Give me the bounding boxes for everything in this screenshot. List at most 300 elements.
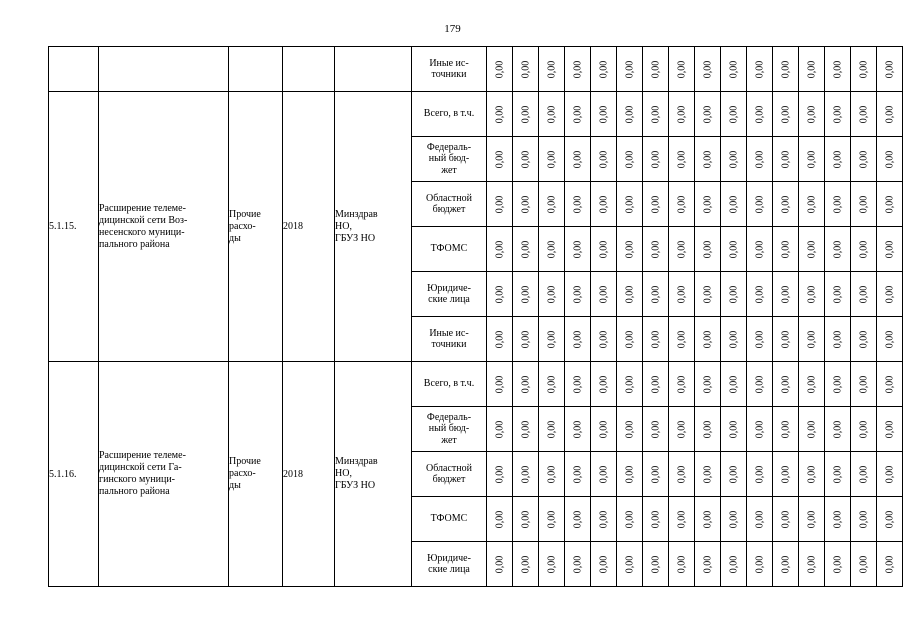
value-cell (695, 47, 721, 92)
measure-name (99, 92, 229, 362)
value-text: 0,00 (832, 420, 843, 438)
value-text: 0,00 (702, 60, 713, 78)
value-cell (877, 272, 903, 317)
value-text: 0,00 (754, 105, 765, 123)
value-cell (565, 407, 591, 452)
value-cell (487, 47, 513, 92)
value-cell (539, 317, 565, 362)
value-text: 0,00 (728, 150, 739, 168)
value-text: 0,00 (884, 105, 895, 123)
value-cell (591, 47, 617, 92)
value-text: 0,00 (702, 105, 713, 123)
value-cell (643, 47, 669, 92)
value-text: 0,00 (858, 150, 869, 168)
budget-table (48, 46, 903, 587)
value-text: 0,00 (650, 240, 661, 258)
value-cell (565, 92, 591, 137)
measure-name-line: пального района (99, 238, 170, 250)
value-text: 0,00 (598, 330, 609, 348)
value-cell (591, 407, 617, 452)
value-text: 0,00 (676, 555, 687, 573)
value-text: 0,00 (754, 285, 765, 303)
funding-source-line: Юридиче- (427, 282, 471, 294)
value-cell (539, 497, 565, 542)
value-cell (669, 452, 695, 497)
value-cell (773, 92, 799, 137)
value-text: 0,00 (702, 240, 713, 258)
value-text: 0,00 (858, 375, 869, 393)
value-text: 0,00 (676, 105, 687, 123)
value-text: 0,00 (754, 420, 765, 438)
value-text: 0,00 (650, 285, 661, 303)
value-text: 0,00 (572, 510, 583, 528)
value-text: 0,00 (884, 60, 895, 78)
value-cell (487, 497, 513, 542)
value-cell (643, 452, 669, 497)
value-cell (877, 92, 903, 137)
value-text: 0,00 (702, 420, 713, 438)
value-cell (695, 92, 721, 137)
value-cell (487, 92, 513, 137)
value-cell (617, 497, 643, 542)
value-cell (487, 542, 513, 587)
value-text: 0,00 (754, 510, 765, 528)
expense-type (229, 362, 283, 587)
value-cell (773, 317, 799, 362)
funding-source-line: жет (441, 164, 457, 176)
value-cell (695, 497, 721, 542)
value-text: 0,00 (728, 285, 739, 303)
value-text: 0,00 (598, 465, 609, 483)
value-cell (721, 362, 747, 407)
value-text: 0,00 (546, 330, 557, 348)
value-cell (799, 92, 825, 137)
value-text: 0,00 (676, 285, 687, 303)
value-cell (747, 137, 773, 182)
value-cell (643, 362, 669, 407)
value-text: 0,00 (832, 150, 843, 168)
funding-source (412, 362, 487, 407)
value-cell (643, 182, 669, 227)
value-cell (487, 317, 513, 362)
value-cell (851, 497, 877, 542)
value-text: 0,00 (494, 240, 505, 258)
value-text: 0,00 (728, 510, 739, 528)
value-text: 0,00 (598, 510, 609, 528)
value-cell (851, 272, 877, 317)
value-cell (487, 137, 513, 182)
measure-name-line: дицинской сети Га- (99, 462, 182, 473)
value-text: 0,00 (806, 195, 817, 213)
value-cell (539, 92, 565, 137)
value-cell (565, 47, 591, 92)
expense-type (229, 92, 283, 362)
value-text: 0,00 (806, 510, 817, 528)
value-text: 0,00 (806, 285, 817, 303)
value-cell (799, 542, 825, 587)
value-text: 0,00 (598, 150, 609, 168)
value-text: 0,00 (702, 375, 713, 393)
funding-source-line: Областной (425, 462, 472, 474)
value-text: 0,00 (598, 60, 609, 78)
value-cell (513, 227, 539, 272)
value-cell (591, 137, 617, 182)
value-text: 0,00 (832, 105, 843, 123)
executor (335, 92, 412, 362)
value-cell (513, 272, 539, 317)
value-text: 0,00 (858, 195, 869, 213)
value-cell (773, 47, 799, 92)
value-cell (513, 317, 539, 362)
value-cell (591, 272, 617, 317)
value-text: 0,00 (702, 555, 713, 573)
funding-source-line: бюджет (432, 204, 466, 215)
value-cell (825, 182, 851, 227)
value-cell (617, 542, 643, 587)
value-cell (513, 92, 539, 137)
value-cell (669, 182, 695, 227)
value-cell (669, 542, 695, 587)
funding-source (412, 272, 487, 317)
funding-source (412, 542, 487, 587)
value-cell (669, 47, 695, 92)
funding-source-line: бюджет (432, 474, 466, 485)
value-text: 0,00 (884, 375, 895, 393)
funding-source-line: Иные ис- (429, 57, 469, 69)
value-cell (513, 542, 539, 587)
value-text: 0,00 (832, 195, 843, 213)
funding-source-line: Всего, в т.ч. (423, 108, 475, 120)
value-cell (591, 182, 617, 227)
value-text: 0,00 (546, 375, 557, 393)
year: 2018 (283, 362, 335, 587)
value-text: 0,00 (806, 465, 817, 483)
value-text: 0,00 (676, 240, 687, 258)
funding-source-line: ТФОМС (430, 243, 468, 255)
value-cell (773, 452, 799, 497)
value-cell (799, 182, 825, 227)
value-cell (695, 137, 721, 182)
value-text: 0,00 (520, 285, 531, 303)
value-text: 0,00 (572, 420, 583, 438)
value-text: 0,00 (780, 375, 791, 393)
value-text: 0,00 (858, 285, 869, 303)
value-cell (851, 317, 877, 362)
value-text: 0,00 (546, 105, 557, 123)
value-cell (539, 182, 565, 227)
table-row (49, 362, 903, 407)
executor-line: Минздрав (335, 208, 378, 220)
value-cell (643, 497, 669, 542)
value-text: 0,00 (572, 555, 583, 573)
value-cell (721, 407, 747, 452)
measure-name-line: несенского муници- (99, 226, 185, 238)
value-text: 0,00 (598, 420, 609, 438)
value-text: 0,00 (650, 465, 661, 483)
funding-source-line: Областной (425, 192, 472, 204)
value-text: 0,00 (494, 555, 505, 573)
value-cell (773, 137, 799, 182)
value-text: 0,00 (780, 285, 791, 303)
executor-cell-empty (335, 47, 412, 92)
value-cell (721, 317, 747, 362)
executor-line: ГБУЗ НО (335, 480, 376, 491)
value-cell (799, 362, 825, 407)
value-cell (617, 182, 643, 227)
value-text: 0,00 (624, 105, 635, 123)
value-text: 0,00 (728, 420, 739, 438)
funding-source (412, 182, 487, 227)
value-text: 0,00 (884, 285, 895, 303)
value-cell (721, 452, 747, 497)
value-cell (617, 452, 643, 497)
value-cell (565, 317, 591, 362)
value-text: 0,00 (780, 330, 791, 348)
value-text: 0,00 (598, 285, 609, 303)
measure-name-line: Расширение телеме- (99, 450, 186, 461)
value-cell (513, 407, 539, 452)
value-text: 0,00 (598, 555, 609, 573)
value-text: 0,00 (728, 105, 739, 123)
value-cell (643, 92, 669, 137)
measure-name-line: дицинской сети Воз- (99, 214, 188, 226)
value-cell (721, 47, 747, 92)
value-text: 0,00 (832, 375, 843, 393)
value-cell (851, 362, 877, 407)
value-cell (799, 317, 825, 362)
value-text: 0,00 (676, 195, 687, 213)
value-text: 0,00 (780, 555, 791, 573)
value-cell (773, 272, 799, 317)
value-text: 0,00 (832, 60, 843, 78)
funding-source-line: точники (431, 69, 467, 80)
funding-source-line: ские лица (428, 564, 470, 575)
value-text: 0,00 (494, 465, 505, 483)
value-text: 0,00 (806, 420, 817, 438)
value-cell (617, 317, 643, 362)
value-text: 0,00 (520, 105, 531, 123)
value-cell (591, 542, 617, 587)
value-text: 0,00 (624, 465, 635, 483)
value-text: 0,00 (546, 510, 557, 528)
value-text: 0,00 (806, 105, 817, 123)
value-cell (669, 227, 695, 272)
num-cell-empty (49, 47, 99, 92)
funding-source (412, 92, 487, 137)
value-text: 0,00 (884, 240, 895, 258)
value-text: 0,00 (676, 510, 687, 528)
value-cell (747, 317, 773, 362)
value-cell (669, 272, 695, 317)
value-cell (825, 542, 851, 587)
value-cell (877, 497, 903, 542)
value-text: 0,00 (832, 285, 843, 303)
value-text: 0,00 (728, 465, 739, 483)
value-text: 0,00 (598, 375, 609, 393)
value-text: 0,00 (624, 510, 635, 528)
value-cell (747, 227, 773, 272)
value-text: 0,00 (780, 105, 791, 123)
value-text: 0,00 (702, 330, 713, 348)
value-text: 0,00 (494, 420, 505, 438)
value-cell (695, 407, 721, 452)
value-text: 0,00 (546, 285, 557, 303)
value-cell (825, 137, 851, 182)
value-text: 0,00 (884, 195, 895, 213)
value-text: 0,00 (806, 375, 817, 393)
value-text: 0,00 (858, 465, 869, 483)
value-text: 0,00 (546, 465, 557, 483)
value-text: 0,00 (494, 195, 505, 213)
value-cell (825, 362, 851, 407)
value-text: 0,00 (494, 105, 505, 123)
value-cell (695, 362, 721, 407)
value-text: 0,00 (832, 510, 843, 528)
value-cell (877, 317, 903, 362)
funding-source-line: Юридиче- (427, 552, 471, 564)
value-cell (851, 542, 877, 587)
value-cell (721, 182, 747, 227)
value-text: 0,00 (884, 465, 895, 483)
value-text: 0,00 (624, 375, 635, 393)
value-cell (695, 452, 721, 497)
funding-source (412, 407, 487, 452)
value-text: 0,00 (858, 60, 869, 78)
value-text: 0,00 (832, 330, 843, 348)
value-text: 0,00 (520, 510, 531, 528)
value-text: 0,00 (572, 465, 583, 483)
value-cell (617, 92, 643, 137)
value-text: 0,00 (754, 150, 765, 168)
executor-line: ГБУЗ НО (335, 232, 376, 244)
value-cell (851, 227, 877, 272)
value-cell (721, 227, 747, 272)
expense-type-line: ды (229, 480, 241, 491)
value-cell (747, 92, 773, 137)
value-text: 0,00 (572, 60, 583, 78)
value-text: 0,00 (598, 105, 609, 123)
value-text: 0,00 (494, 510, 505, 528)
value-text: 0,00 (624, 285, 635, 303)
value-text: 0,00 (780, 150, 791, 168)
value-cell (617, 47, 643, 92)
value-text: 0,00 (546, 150, 557, 168)
value-text: 0,00 (832, 465, 843, 483)
value-cell (747, 542, 773, 587)
value-text: 0,00 (650, 375, 661, 393)
value-text: 0,00 (494, 330, 505, 348)
value-cell (643, 227, 669, 272)
value-text: 0,00 (520, 375, 531, 393)
value-text: 0,00 (520, 195, 531, 213)
value-text: 0,00 (858, 555, 869, 573)
value-text: 0,00 (650, 105, 661, 123)
value-text: 0,00 (650, 555, 661, 573)
value-text: 0,00 (754, 330, 765, 348)
value-cell (695, 182, 721, 227)
value-text: 0,00 (676, 375, 687, 393)
value-cell (825, 497, 851, 542)
value-text: 0,00 (546, 420, 557, 438)
value-cell (539, 452, 565, 497)
value-cell (565, 227, 591, 272)
funding-source (412, 497, 487, 542)
value-text: 0,00 (858, 240, 869, 258)
item-number: 5.1.15. (49, 92, 99, 362)
value-cell (591, 497, 617, 542)
value-cell (877, 542, 903, 587)
value-text: 0,00 (832, 240, 843, 258)
name-cell-empty (99, 47, 229, 92)
value-text: 0,00 (780, 510, 791, 528)
value-text: 0,00 (624, 60, 635, 78)
value-text: 0,00 (572, 150, 583, 168)
value-cell (565, 137, 591, 182)
value-text: 0,00 (520, 240, 531, 258)
value-cell (513, 182, 539, 227)
value-cell (851, 452, 877, 497)
value-text: 0,00 (598, 240, 609, 258)
measure-name-line: пального района (99, 486, 170, 497)
value-cell (487, 227, 513, 272)
value-text: 0,00 (754, 375, 765, 393)
funding-source-line: Иные ис- (429, 327, 469, 339)
value-cell (565, 272, 591, 317)
value-cell (643, 407, 669, 452)
value-text: 0,00 (650, 330, 661, 348)
value-cell (695, 227, 721, 272)
value-text: 0,00 (598, 195, 609, 213)
value-cell (539, 227, 565, 272)
expense-type-line: Прочие (229, 456, 261, 467)
value-text: 0,00 (702, 195, 713, 213)
value-cell (669, 407, 695, 452)
funding-source-line: точники (431, 339, 467, 350)
value-cell (773, 542, 799, 587)
value-cell (877, 182, 903, 227)
value-text: 0,00 (572, 330, 583, 348)
value-text: 0,00 (650, 510, 661, 528)
value-text: 0,00 (806, 60, 817, 78)
value-text: 0,00 (728, 375, 739, 393)
value-cell (747, 182, 773, 227)
value-cell (799, 47, 825, 92)
value-text: 0,00 (728, 330, 739, 348)
table-row (49, 92, 903, 137)
value-text: 0,00 (624, 195, 635, 213)
value-cell (643, 272, 669, 317)
value-cell (851, 137, 877, 182)
measure-name-line: Расширение телеме- (99, 202, 186, 214)
value-cell (825, 407, 851, 452)
value-text: 0,00 (520, 420, 531, 438)
value-cell (877, 227, 903, 272)
value-cell (747, 407, 773, 452)
value-text: 0,00 (780, 195, 791, 213)
value-text: 0,00 (754, 555, 765, 573)
value-cell (539, 362, 565, 407)
funding-source-line: Всего, в т.ч. (423, 378, 475, 390)
value-cell (513, 362, 539, 407)
value-text: 0,00 (702, 285, 713, 303)
executor (335, 362, 412, 587)
value-cell (591, 317, 617, 362)
funding-source-line: ТФОМС (430, 513, 468, 525)
value-cell (487, 272, 513, 317)
value-text: 0,00 (546, 240, 557, 258)
value-cell (799, 497, 825, 542)
value-cell (565, 497, 591, 542)
